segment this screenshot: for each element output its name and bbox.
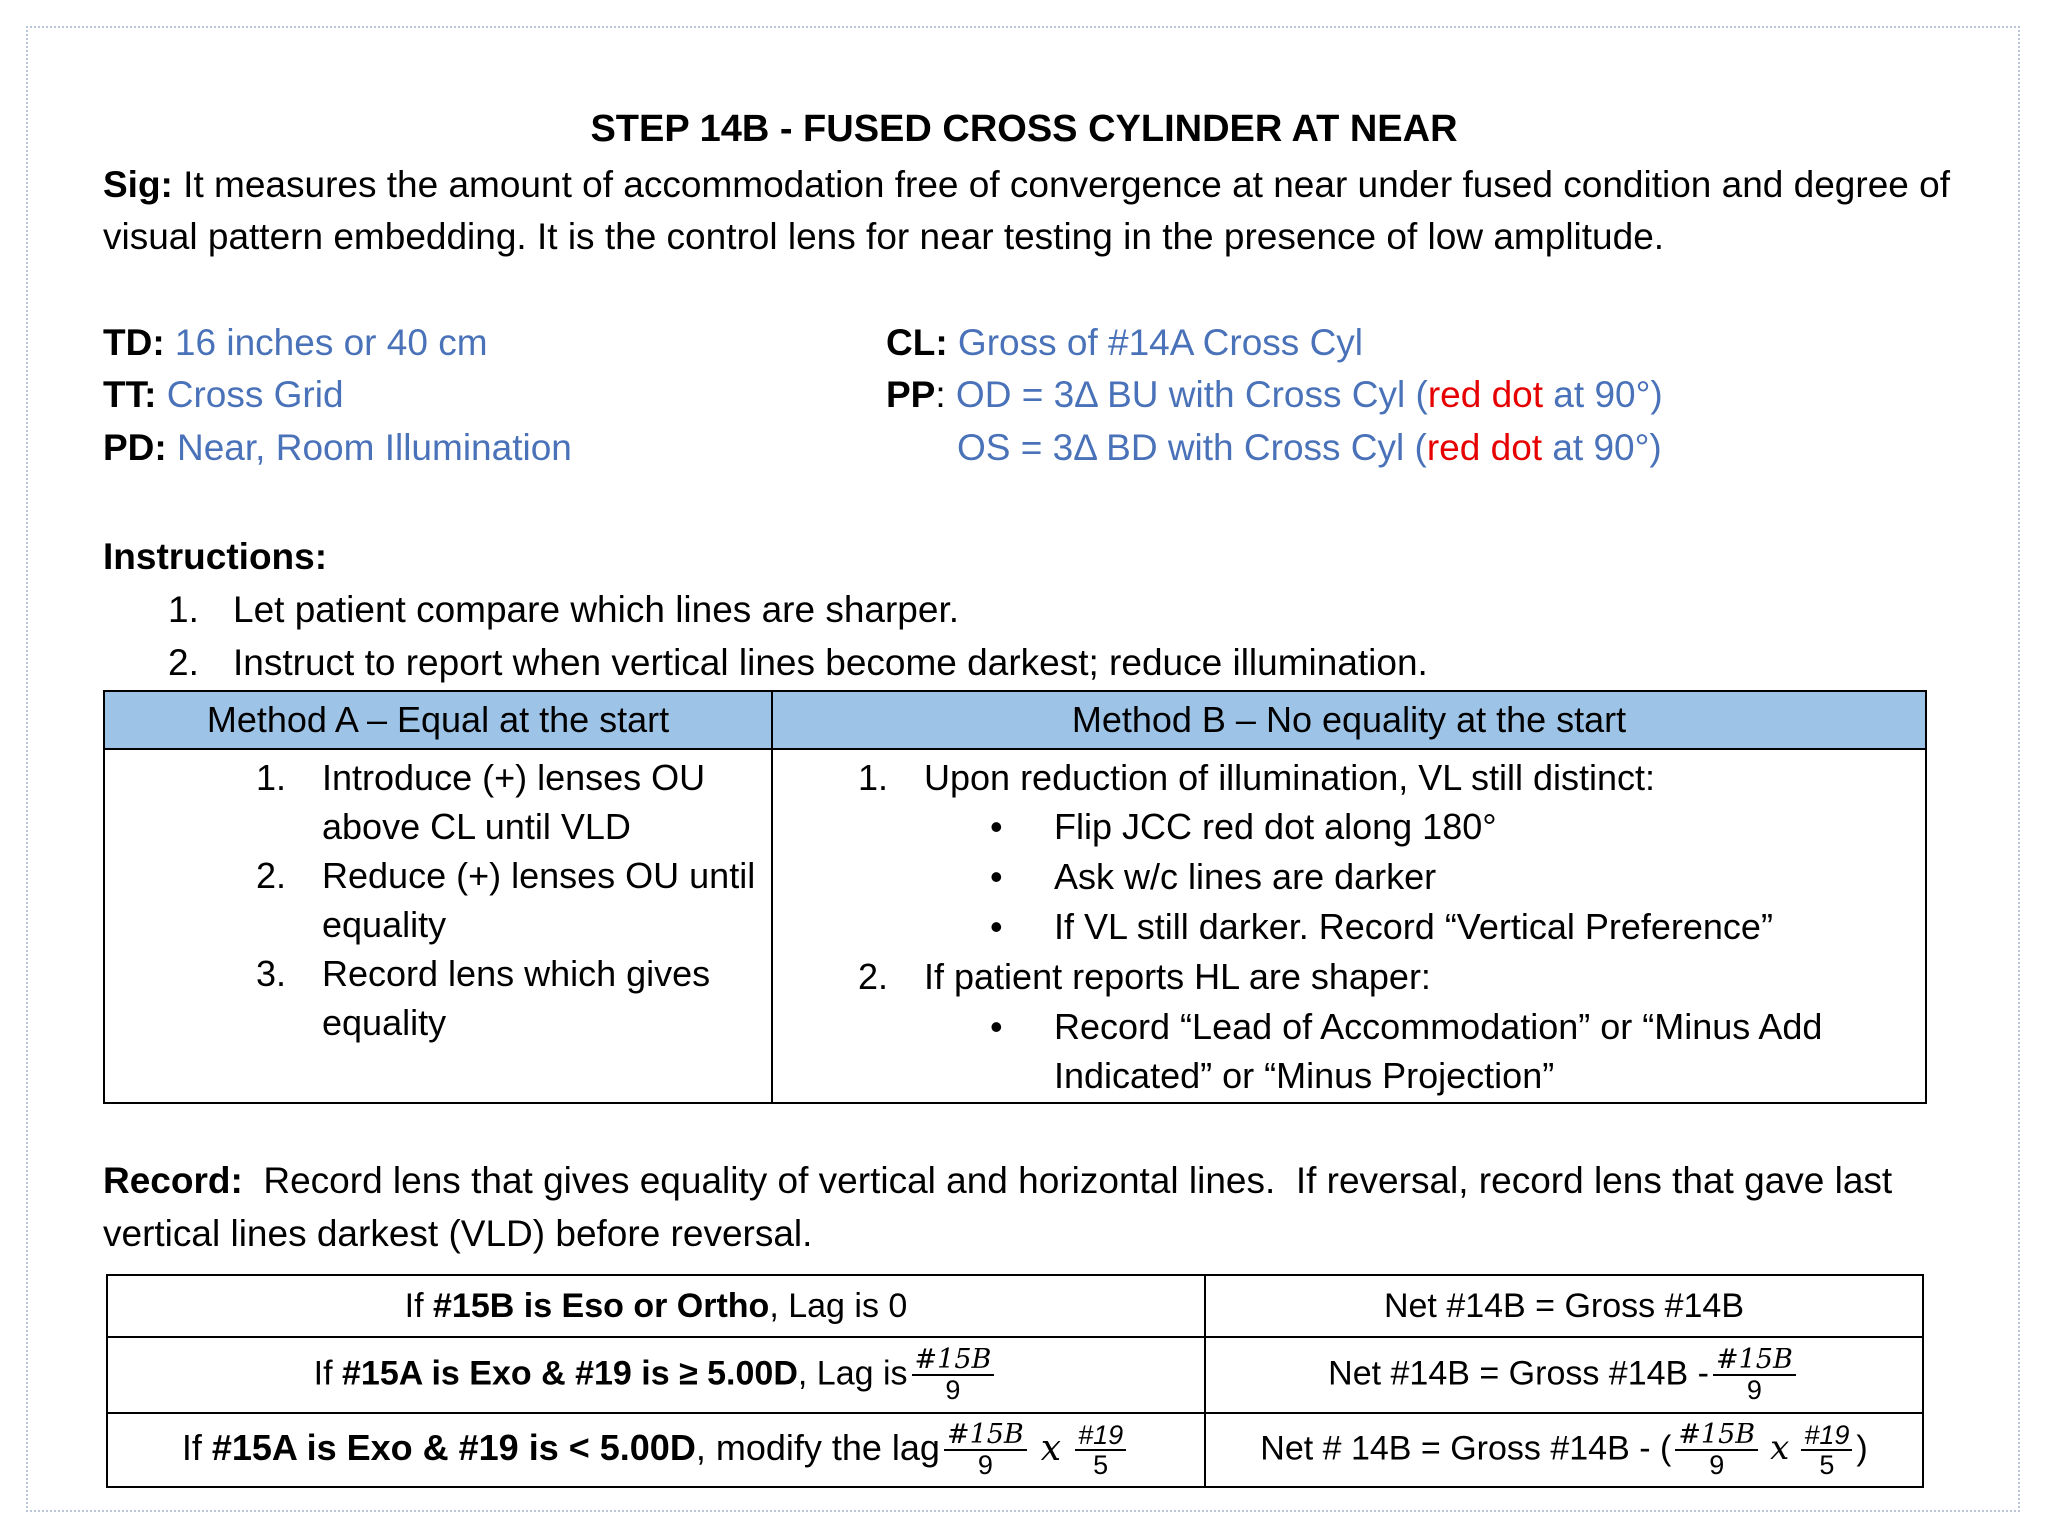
pp-row: PP: OD = 3Δ BU with Cross Cyl (red dot at 90°): [886, 374, 1663, 415]
method-b-num-1: 1.: [858, 757, 889, 798]
td-label: TD:: [103, 322, 165, 363]
method-a-num-3: 3.: [256, 953, 287, 994]
pd-label: PD:: [103, 427, 167, 468]
cl-label: CL:: [886, 322, 948, 363]
fraction: $\frac{\#19}{5}$: [1801, 1421, 1852, 1480]
instruction-num-2: 2.: [168, 642, 199, 683]
method-b-item-1: Upon reduction of illumination, VL still distinct:: [924, 757, 1656, 798]
fraction: $\frac{\#15B}{9}$: [944, 1421, 1027, 1480]
method-a-num-1: 1.: [256, 757, 287, 798]
td-value: 16 inches or 40 cm: [164, 322, 488, 363]
times-symbol: x: [1770, 1427, 1790, 1468]
bullet-icon: •: [990, 856, 1003, 897]
record-text-1: Record lens that gives equality of vertical and horizontal lines. If reversal, record lens that gave last: [242, 1160, 1893, 1201]
sig-label: Sig:: [103, 164, 173, 205]
bullet-icon: •: [990, 906, 1003, 947]
tt-row: [103, 374, 344, 416]
method-a-item-2-line-2: equality: [322, 904, 447, 945]
formula-row-2-right: Net #14B = Gross #14B - $\frac{\#15B}{9}$: [1205, 1337, 1923, 1413]
method-b-cell: [772, 749, 1926, 1103]
instruction-text-2: Instruct to report when vertical lines become darkest; reduce illumination.: [233, 642, 1428, 683]
formula-row-3-left: If #15A is Exo & #19 is < 5.00D, modify the lag $\frac{\#15B}{9}$ x $\frac{\#19}{5}$: [107, 1413, 1205, 1487]
sig-line-2: visual pattern embedding. It is the control lens for near testing in the presence of low amplitude.: [103, 216, 1665, 257]
fraction: $\frac{\#15B}{9}$: [1713, 1346, 1796, 1405]
bullet-icon: •: [990, 806, 1003, 847]
method-b-num-2: 2.: [858, 956, 889, 997]
pp-os-row: [957, 427, 1662, 469]
method-a-num-2: 2.: [256, 855, 287, 896]
pp-od-text: OD = 3Δ BU with Cross Cyl (: [955, 374, 1428, 415]
tt-label: TT:: [103, 374, 157, 415]
formula-row-3-right: Net # 14B = Gross #14B - ( $\frac{\#15B}{9}$ x $\frac{\#19}{5}$ ): [1205, 1413, 1923, 1487]
formula-row-1-right: Net #14B = Gross #14B: [1205, 1275, 1923, 1337]
method-a-item-2-line-1: Reduce (+) lenses OU until: [322, 855, 756, 896]
fraction: $\frac{\#19}{5}$: [1075, 1421, 1126, 1480]
method-a-item-3-line-1: Record lens which gives: [322, 953, 711, 994]
cl-value: Gross of #14A Cross Cyl: [947, 322, 1364, 363]
method-a-item-1-line-1: Introduce (+) lenses OU: [322, 757, 706, 798]
formula-row-1: [107, 1275, 1923, 1337]
methods-table: [103, 690, 1927, 1104]
method-a-cell: [104, 749, 772, 1103]
sig-line-1: [103, 164, 1950, 206]
method-b-item-2: If patient reports HL are shaper:: [924, 956, 1431, 997]
cl-row: [886, 322, 1363, 364]
formula-row-3: [107, 1413, 1923, 1487]
td-row: [103, 322, 488, 364]
pp-od-red-dot: red dot: [1427, 374, 1544, 415]
fraction: $\frac{\#15B}{9}$: [1675, 1421, 1758, 1480]
lag-formula-table: [106, 1274, 1924, 1488]
pp-od-post: at 90°): [1543, 374, 1663, 415]
method-b-bullet-1: Flip JCC red dot along 180°: [1054, 806, 1497, 847]
method-a-item-1-line-2: above CL until VLD: [322, 806, 631, 847]
method-b-bullet-2: Ask w/c lines are darker: [1054, 856, 1437, 897]
pp-os-text: OS = 3Δ BD with Cross Cyl (: [957, 427, 1427, 468]
fraction: $\frac{\#15B}{9}$: [912, 1346, 995, 1405]
method-a-header: Method A – Equal at the start: [104, 691, 772, 749]
record-line-1: [103, 1160, 1892, 1202]
instruction-num-1: 1.: [168, 589, 199, 630]
instruction-text-1: Let patient compare which lines are sharper.: [233, 589, 960, 630]
formula-row-2-left: If #15A is Exo & #19 is ≥ 5.00D, Lag is $\frac{\#15B}{9}$: [107, 1337, 1205, 1413]
pd-row: [103, 427, 572, 469]
pd-value: Near, Room Illumination: [166, 427, 572, 468]
pp-os-red-dot: red dot: [1426, 427, 1543, 468]
instructions-heading: Instructions:: [103, 536, 328, 577]
pp-os-post: at 90°): [1542, 427, 1662, 468]
record-line-2: vertical lines darkest (VLD) before reversal.: [103, 1213, 813, 1254]
sig-text-1: It measures the amount of accommodation free of convergence at near under fused condition and degree of: [172, 164, 1950, 205]
formula-row-1-left: If #15B is Eso or Ortho, Lag is 0: [107, 1275, 1205, 1337]
method-b-header: Method B – No equality at the start: [772, 691, 1926, 749]
method-b-bullet-4-line-2: Indicated” or “Minus Projection”: [1054, 1055, 1555, 1096]
record-label: Record:: [103, 1160, 243, 1201]
page-title: STEP 14B - FUSED CROSS CYLINDER AT NEAR: [590, 108, 1458, 150]
pp-label: PP: [886, 374, 936, 415]
bullet-icon: •: [990, 1006, 1003, 1047]
method-b-bullet-4-line-1: Record “Lead of Accommodation” or “Minus Add: [1054, 1006, 1823, 1047]
times-symbol: x: [1040, 1427, 1062, 1469]
tt-value: Cross Grid: [156, 374, 344, 415]
method-a-item-3-line-2: equality: [322, 1002, 447, 1043]
formula-row-2: [107, 1337, 1923, 1413]
method-b-bullet-3: If VL still darker. Record “Vertical Preference”: [1054, 906, 1773, 947]
